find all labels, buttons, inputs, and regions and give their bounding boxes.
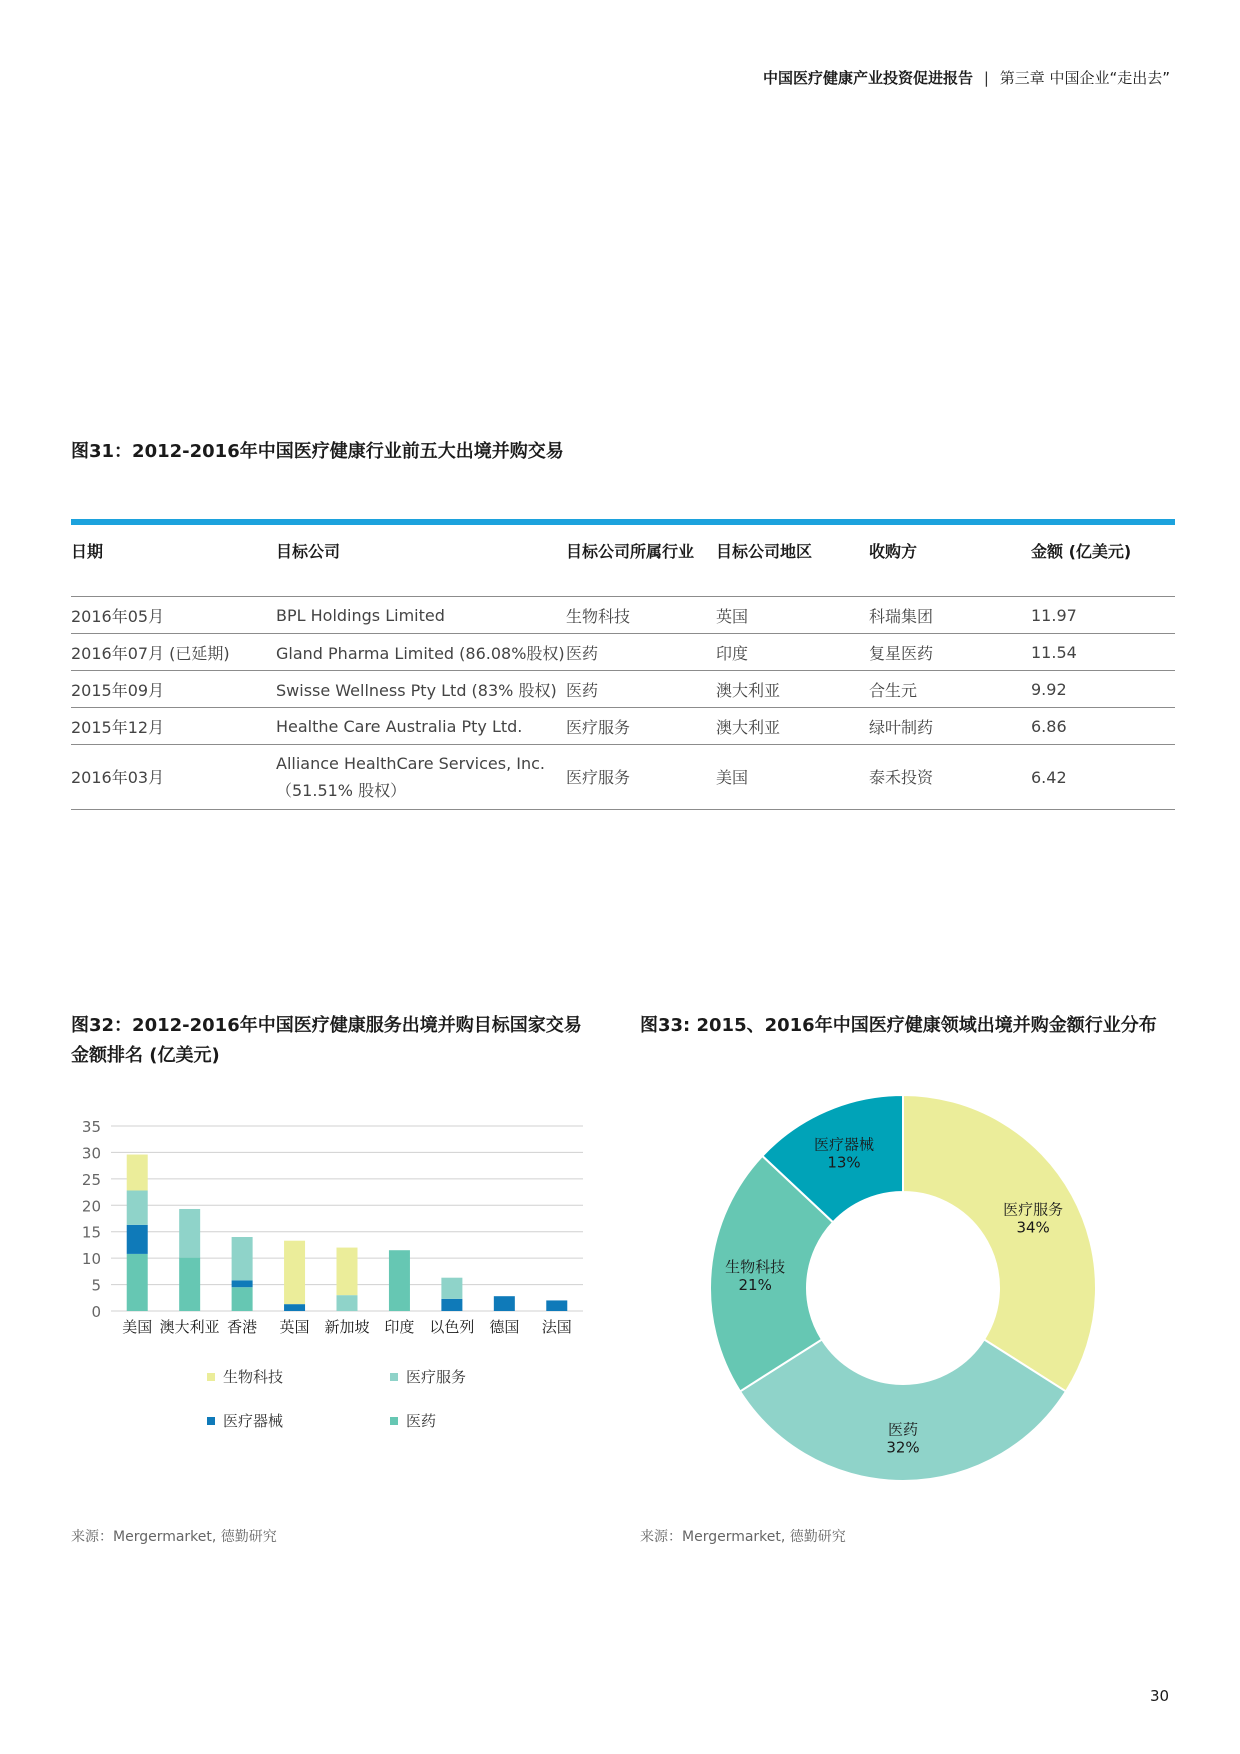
report-title: 中国医疗健康产业投资促进报告 [763,69,974,87]
header-separator: | [983,69,989,87]
bar-segment [337,1248,358,1296]
x-tick-label: 美国 [122,1318,153,1336]
cell-date: 2016年05月 [71,597,276,634]
cell-company-line1: Alliance HealthCare Services, Inc. [276,754,546,773]
cell-company: BPL Holdings Limited [276,597,566,634]
legend-swatch [207,1373,215,1381]
legend-swatch [207,1417,215,1425]
cell-industry: 医药 [566,671,716,708]
x-tick-label: 印度 [384,1318,415,1336]
x-tick-label: 以色列 [429,1318,475,1336]
col-header-company: 目标公司 [276,522,566,597]
slice-percent: 32% [886,1438,920,1457]
cell-acquirer: 泰禾投资 [869,745,1031,810]
col-header-date: 日期 [71,522,276,597]
y-tick-label: 35 [81,1118,101,1136]
cell-acquirer: 绿叶制药 [869,708,1031,745]
col-header-region: 目标公司地区 [716,522,869,597]
x-tick-label: 澳大利亚 [159,1318,220,1336]
fig33-title: 图33: 2015、2016年中国医疗健康领域出境并购金额行业分布 [640,1015,1157,1036]
col-header-industry: 目标公司所属行业 [566,522,716,597]
fig32-title-line1: 图32：2012-2016年中国医疗健康服务出境并购目标国家交易 [71,1015,582,1036]
chapter-title: 第三章 中国企业“走出去” [999,69,1170,87]
legend-swatch [390,1417,398,1425]
fig33-source: 来源：Mergermarket, 德勤研究 [640,1529,846,1545]
bar-segment [441,1299,462,1311]
y-tick-label: 25 [81,1170,101,1189]
slice-label: 医疗服务 [1003,1200,1064,1219]
cell-region: 英国 [716,597,869,634]
cell-industry: 医疗服务 [566,745,716,810]
bar-segment [337,1295,358,1311]
bar-segment [441,1278,462,1299]
cell-amount: 6.42 [1031,745,1175,810]
slice-label: 医药 [887,1420,919,1439]
cell-region: 印度 [716,634,869,671]
cell-region: 美国 [716,745,869,810]
cell-amount: 11.54 [1031,634,1175,671]
page-number: 30 [1150,1687,1170,1705]
bar-segment [127,1190,148,1224]
fig32-title [71,1011,616,1071]
slice-label: 生物科技 [725,1258,786,1277]
cell-company: Swisse Wellness Pty Ltd (83% 股权) [276,671,566,708]
y-tick-label: 20 [81,1197,101,1216]
bar-segment [232,1280,253,1287]
y-tick-label: 30 [81,1144,101,1163]
bar-segment [127,1225,148,1254]
fig31-title: 图31：2012-2016年中国医疗健康行业前五大出境并购交易 [71,441,564,462]
y-tick-label: 10 [81,1250,101,1269]
col-header-amount: 金额 (亿美元) [1031,522,1175,597]
table-row [71,671,1175,708]
fig32-source: 来源：Mergermarket, 德勤研究 [71,1529,277,1545]
cell-amount: 11.97 [1031,597,1175,634]
y-tick-label: 0 [91,1303,101,1321]
bar-segment [232,1287,253,1311]
cell-company [276,745,566,810]
cell-region: 澳大利亚 [716,708,869,745]
cell-amount: 6.86 [1031,708,1175,745]
x-tick-label: 法国 [541,1318,572,1336]
donut-chart [690,1075,1120,1485]
bar-segment [179,1209,200,1258]
cell-date: 2016年07月 (已延期) [71,634,276,671]
bar-segment [546,1300,567,1311]
cell-acquirer: 复星医药 [869,634,1031,671]
cell-company: Healthe Care Australia Pty Ltd. [276,708,566,745]
legend-label: 医疗服务 [406,1368,467,1386]
legend-swatch [390,1373,398,1381]
fig32-title-line2: 金额排名 (亿美元) [71,1045,220,1066]
table-row [71,708,1175,745]
table-row [71,597,1175,634]
deals-table [71,519,1175,810]
slice-label: 医疗器械 [814,1135,875,1154]
bar-segment [127,1254,148,1311]
legend-label: 医药 [406,1412,437,1430]
table-header-row [71,522,1175,597]
x-tick-label: 新加坡 [324,1318,370,1336]
x-tick-label: 香港 [227,1318,258,1336]
bar-segment [179,1258,200,1311]
cell-company-line2: （51.51% 股权） [276,781,407,800]
slice-percent: 34% [1016,1218,1050,1237]
donut-slice [903,1095,1096,1391]
cell-industry: 医药 [566,634,716,671]
col-header-acquirer: 收购方 [869,522,1031,597]
slice-percent: 13% [827,1153,861,1172]
running-header [763,67,1170,88]
y-tick-label: 15 [81,1223,101,1242]
cell-company: Gland Pharma Limited (86.08%股权) [276,634,566,671]
bar-segment [127,1155,148,1191]
cell-date: 2015年09月 [71,671,276,708]
table-row [71,634,1175,671]
cell-industry: 生物科技 [566,597,716,634]
slice-percent: 21% [738,1276,772,1295]
bar-segment [284,1241,305,1304]
cell-acquirer: 科瑞集团 [869,597,1031,634]
cell-date: 2015年12月 [71,708,276,745]
legend-label: 医疗器械 [223,1412,284,1430]
table-row [71,745,1175,810]
cell-region: 澳大利亚 [716,671,869,708]
cell-date: 2016年03月 [71,745,276,810]
x-tick-label: 英国 [279,1318,310,1336]
cell-acquirer: 合生元 [869,671,1031,708]
cell-amount: 9.92 [1031,671,1175,708]
bar-segment [232,1237,253,1280]
y-tick-label: 5 [91,1276,101,1295]
bar-chart [71,1100,601,1445]
legend-label: 生物科技 [223,1368,284,1386]
cell-industry: 医疗服务 [566,708,716,745]
bar-segment [284,1304,305,1311]
bar-segment [389,1250,410,1311]
x-tick-label: 德国 [489,1318,520,1336]
bar-segment [494,1296,515,1311]
